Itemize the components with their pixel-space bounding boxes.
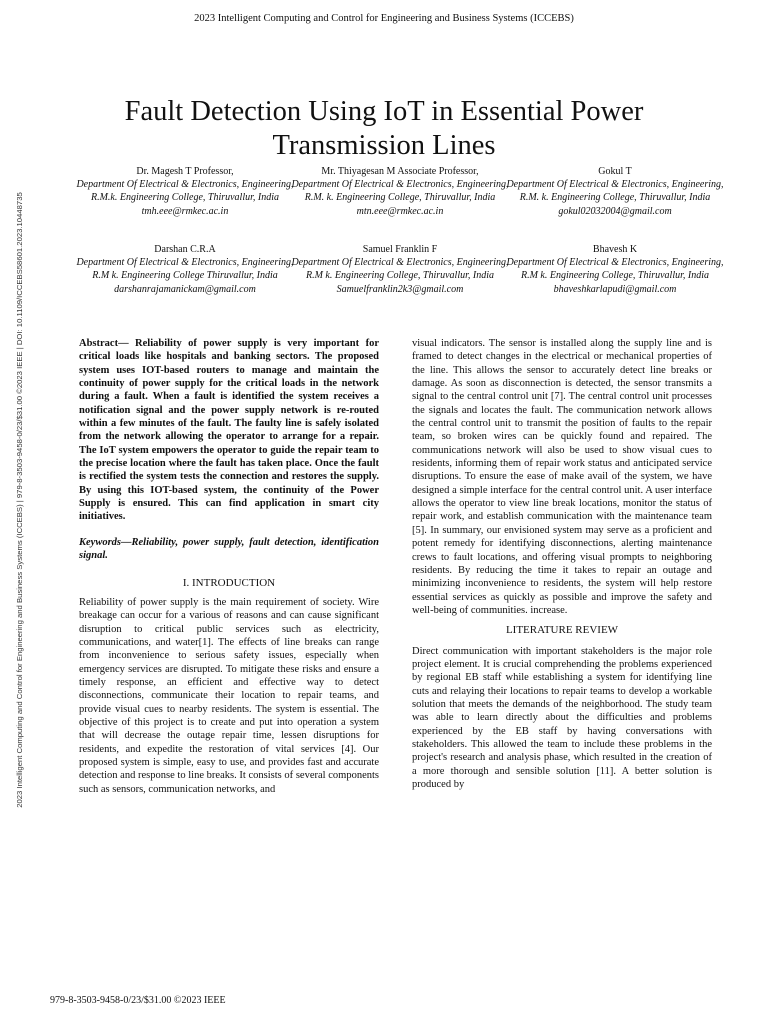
keywords: Keywords—Reliability, power supply, fault detection, identification signal. [79,536,379,562]
left-column [79,337,379,796]
author-email: bhaveshkarlapudi@gmail.com [553,283,677,295]
author-affiliation: Department Of Electrical & Electronics, Engineering, R.M.k. Engineering College, Thiruvallur, India [76,179,294,204]
author-name: Dr. Magesh T Professor, [136,166,234,177]
author-email: tmh.eee@rmkec.ac.in [141,205,229,217]
author-card [500,243,730,296]
author-name: Mr. Thiyagesan M Associate Professor, [321,166,479,177]
author-card [70,243,300,296]
right-column [412,337,712,791]
author-email: mtn.eee@rmkec.ac.in [356,205,444,217]
author-card [70,165,300,218]
author-affiliation: Department Of Electrical & Electronics, Engineering, R.M. k. Engineering College, Thiruvallur, India [291,179,509,204]
author-affiliation: Department Of Electrical & Electronics, Engineering, R.M k. Engineering College, Thiruvallur, India [506,257,724,282]
conference-header: 2023 Intelligent Computing and Control for Engineering and Business Systems (ICCEBS) [194,13,574,24]
literature-paragraph: Direct communication with important stakeholders is the major role project element. It is crucial comprehending the problems experienced by regional EB staff while establishing a system for identifying line cuts and relaying their locations to repair teams to develop a workable solution that meets the demands of the neighborhood. The study team was able to learn directly about the difficulties and problems experienced by the EB staff by having conversations with stakeholders. This allowed the team to include these problems in the project's research and analysis phase, which resulted in the creation of a more thorough and sensible solution [11]. A better solution is produced by [412,645,712,790]
author-name: Gokul T [598,166,632,177]
copyright-footer: 979-8-3503-9458-0/23/$31.00 ©2023 IEEE [50,995,226,1006]
author-card [285,165,515,218]
author-name: Darshan C.R.A [154,244,216,255]
intro-continued-paragraph: visual indicators. The sensor is installed along the supply line and is framed to detect changes in the electrical or mechanical properties of the line. This allows the sensor to accurately detect line breaks or damage. As soon as disconnection is detected, the sensor transmits a signal to the central control unit [7]. The central control unit processes the signals and locates the fault. The communication network allows the central control unit to transmit the position of faults to the repair team, so broken wires can be quickly found and repaired. The communications network will also be used to show visual cues to residents, informing them of repair work status and anticipated service disruptions. To ensure the ease of make avail of the system, we have designed a simple interface for the central control unit. A user interface allows the operator to view line break locations, monitor the status of repair work, and establish communication with the maintenance team [5]. In summary, our envisioned system may serve as a proficient and potent remedy for identifying disconnections, alerting maintenance crews to fault locations, and offering visual prompts to neighboring residents. By reducing the time it takes to repair an outage and minimizing inconvenience to residents, the system will help restore essential services as quickly as possible and improve the safety and well-being of communities. increase. [412,338,712,616]
paper-title: Fault Detection Using IoT in Essential Power Transmission Lines [124,96,644,161]
doi-sidebar: 2023 Intelligent Computing and Control for Engineering and Business Systems (ICCEBS) | 979-8-3503-9458-0/23/$31.00 ©2023 IEEE | DOI: 10.1109/ICCEBS58601.2023.10448735 [15,192,24,808]
intro-paragraph: Reliability of power supply is the main requirement of society. Wire breakage can occur for a various of reasons and can cause significant disruption to critical public services such as electricity, communications, and water[1]. The effects of line breaks can range from inconvenience to serious safety issues, especially when emergency services are disrupted. To mitigate these risks and ensure a timely response, an efficient and effective way to detect disconnections, communicate their location to repair teams, and provide visual cues to nearby residents. The system is essential. The objective of this project is to create and put into operation a system that will decrease the outage repair time, lessen disruptions for residents, and expedite the restoration of vital services [4]. Our proposed system is simple, easy to use, and provides fast and accurate detection and response to line breaks. It consists of several components such as sensors, communication networks, and [79,596,379,795]
section-heading-introduction: I. INTRODUCTION [182,576,276,589]
author-card [285,243,515,296]
author-card [500,165,730,218]
abstract: Abstract— Reliability of power supply is very important for critical loads like hospitals and banking sectors. The proposed system uses IOT-based routers to manage and maintain the continuity of power supply for the critical loads in the network during a fault. When a fault is identified the system receives a notification signal and the power supply network is re-routed within a few minutes of the fault. The faulty line is safely isolated from the network allowing the operator to arrange for a repair. The IoT system empowers the operator to guide the repair team to the precise location where the fault has taken place. Once the fault is rectified the system tests the connection and restores the supply. By using this IOT-based system, the continuity of the Power Supply is ensured. This can find application in smart city initiatives. [79,338,379,523]
author-name: Samuel Franklin F [362,244,438,255]
author-email: gokul02032004@gmail.com [558,205,672,217]
author-email: Samuelfranklin2k3@gmail.com [336,283,464,295]
author-email: darshanrajamanickam@gmail.com [114,283,256,295]
author-affiliation: Department Of Electrical & Electronics, Engineering, R.M k. Engineering College, Thiruvallur, India [291,257,509,282]
author-affiliation: Department Of Electrical & Electronics, Engineering, R.M k. Engineering College Thiruvallur, India [76,257,294,282]
author-name: Bhavesh K [592,244,638,255]
section-heading-literature-review: LITERATURE REVIEW [505,624,619,637]
author-affiliation: Department Of Electrical & Electronics, Engineering, R.M. k. Engineering College, Thiruvallur, India [506,179,724,204]
